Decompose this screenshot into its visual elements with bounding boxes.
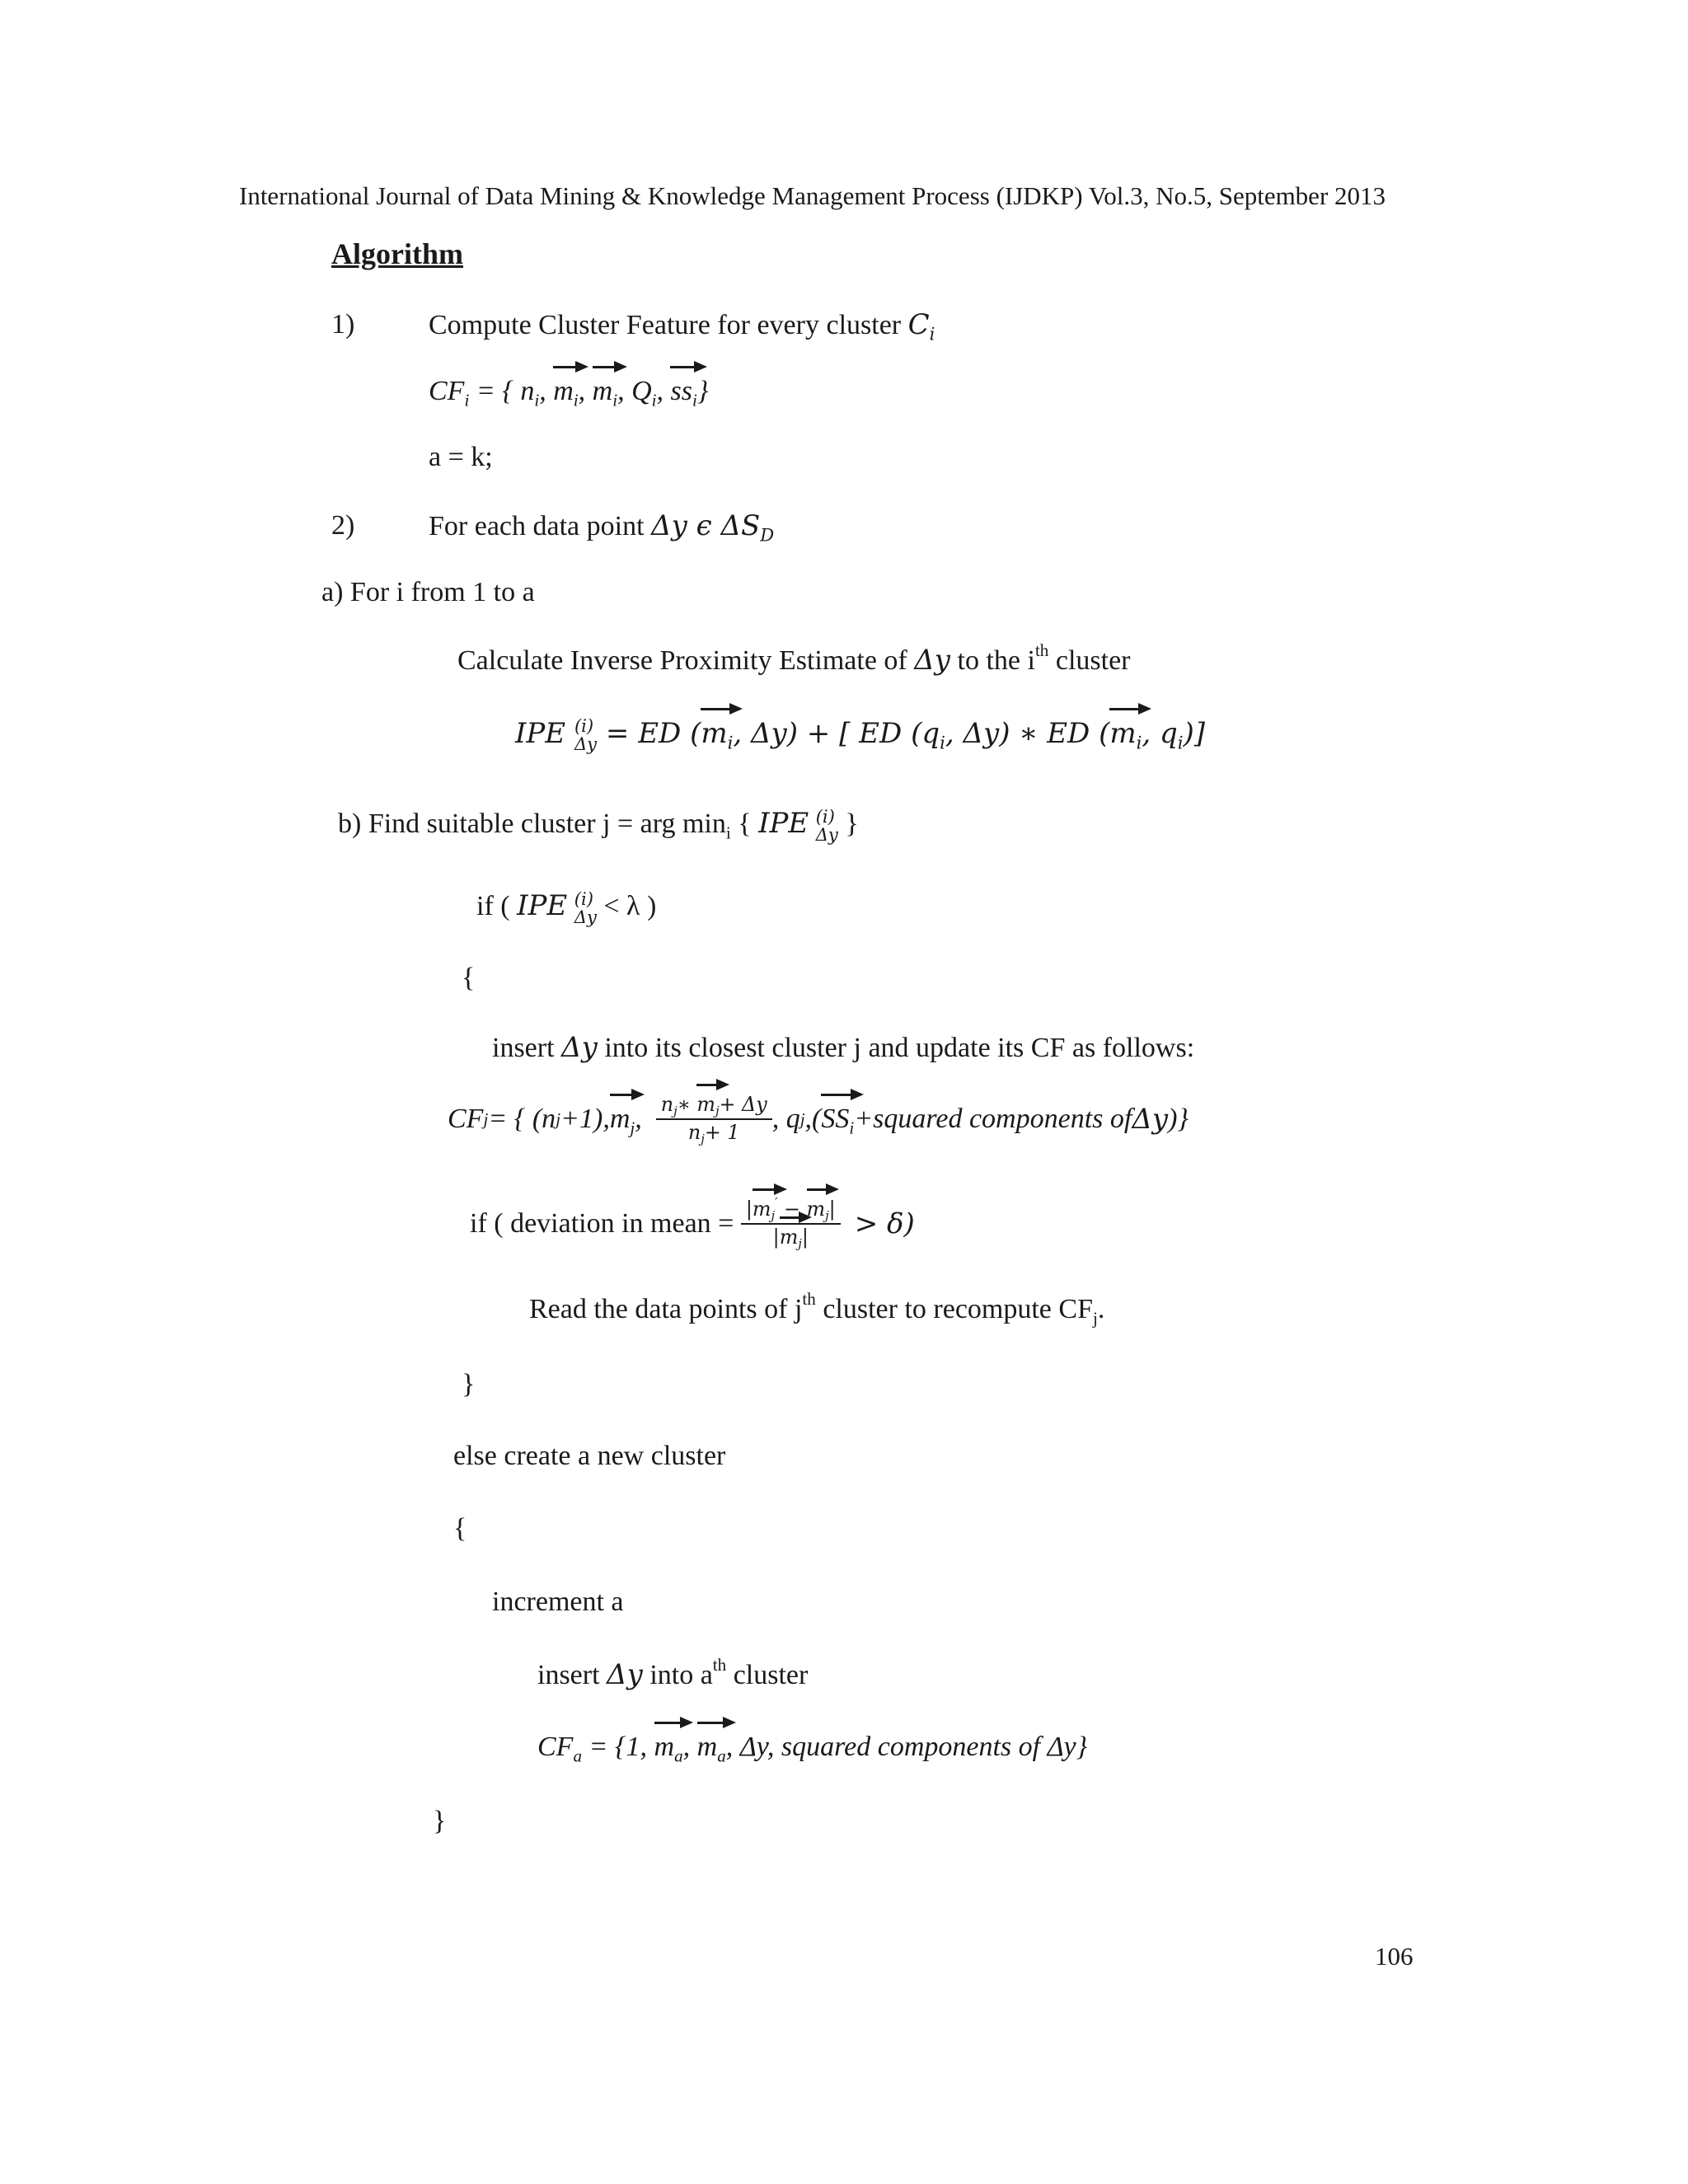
running-header: International Journal of Data Mining & Knowledge Management Process (IJDKP) Vol.3, No.5, September 2013	[239, 181, 1386, 210]
step-1-label: Compute Cluster Feature for every cluster	[429, 310, 902, 340]
vector-ss-i: $ss_i$	[670, 376, 697, 410]
vector-m-j: $m_j$	[609, 1104, 635, 1138]
cf-a-formula: $CF_a = \{1$, $m_a$, $m_a$, Δy, squared components of Δy}	[537, 1732, 1088, 1766]
brace-open-2: {	[453, 1513, 467, 1544]
mean-update-fraction: $\frac{n_j∗ m_j+ \Delta y}{n_j+ 1}$	[656, 1095, 772, 1143]
vector-m-a: $m_a$	[654, 1732, 683, 1766]
if-ipe-lambda: if ( IPE (i) Δy < λ )	[476, 888, 657, 928]
dataset-expr: Δy ϵ $\Delta S_D$	[651, 509, 775, 546]
brace-close-2: }	[433, 1806, 447, 1836]
page-number: 106	[1375, 1942, 1414, 1971]
step-1-text	[429, 308, 935, 344]
vector-m-i-ipe-2: $m_i$	[1109, 717, 1142, 753]
section-heading: Algorithm	[331, 237, 463, 270]
if-deviation: if ( deviation in mean = $\frac{|m_j' - m_j|}{|m_j|}$ > δ)	[470, 1196, 915, 1252]
brace-close-1: }	[462, 1369, 476, 1399]
vector-m-i-2: $m_i$	[592, 376, 618, 410]
deviation-fraction: $\frac{|m_j' - m_j|}{|m_j|}$	[741, 1200, 841, 1248]
insert-text: insert Δy into its closest cluster j and update its CF as follows:	[492, 1031, 1195, 1064]
cf-j-formula: CF j = { (n j +1), $m_j$ , $\frac{n_j∗ m_j+ \Delta y}{n_j+ 1}$ , q j ,( $SS_i$ +squared components of Δy )}	[448, 1093, 1189, 1147]
read-data-points: Read the data points of $j^{th}$ cluster to recompute $CF_j$.	[529, 1289, 1105, 1329]
assign-a-k: a = k;	[429, 442, 493, 472]
vector-m-i-ipe: $m_i$	[701, 717, 734, 753]
ipe-formula: IPE (i) Δy = ED ($m_i$, Δy) + [ ED ($q_i$, Δy) ∗ ED ($m_i$, $q_i$)]	[515, 715, 1206, 755]
step-2a: a) For i from 1 to a	[321, 577, 535, 607]
brace-open-1: {	[462, 963, 476, 993]
vector-m-i: $m_i$	[553, 376, 579, 410]
calc-ipe-text: Calculate Inverse Proximity Estimate of Δy to the $i^{th}$ cluster	[457, 640, 1131, 677]
cluster-var: $C_i$	[907, 308, 935, 344]
step-2-number: 2)	[331, 510, 355, 541]
increment-a: increment a	[492, 1586, 624, 1617]
step-2b: b) Find suitable cluster j = arg $\min_i$ { IPE (i) Δy }	[338, 806, 859, 846]
vector-m-a-2: $m_a$	[696, 1732, 726, 1766]
step-2-text: For each data point Δy ϵ $\Delta S_D$	[429, 509, 775, 546]
else-create-cluster: else create a new cluster	[453, 1441, 726, 1471]
cf-i-formula: $CF_i$ = { $n_i$, $m_i$, $m_i$, $Q_i$, $ss_i$}	[429, 376, 709, 410]
vector-ss-i-2: $SS_i$	[821, 1104, 855, 1138]
step-1-number: 1)	[331, 309, 355, 340]
insert-a-cluster: insert Δy into $a^{th}$ cluster	[537, 1655, 809, 1691]
